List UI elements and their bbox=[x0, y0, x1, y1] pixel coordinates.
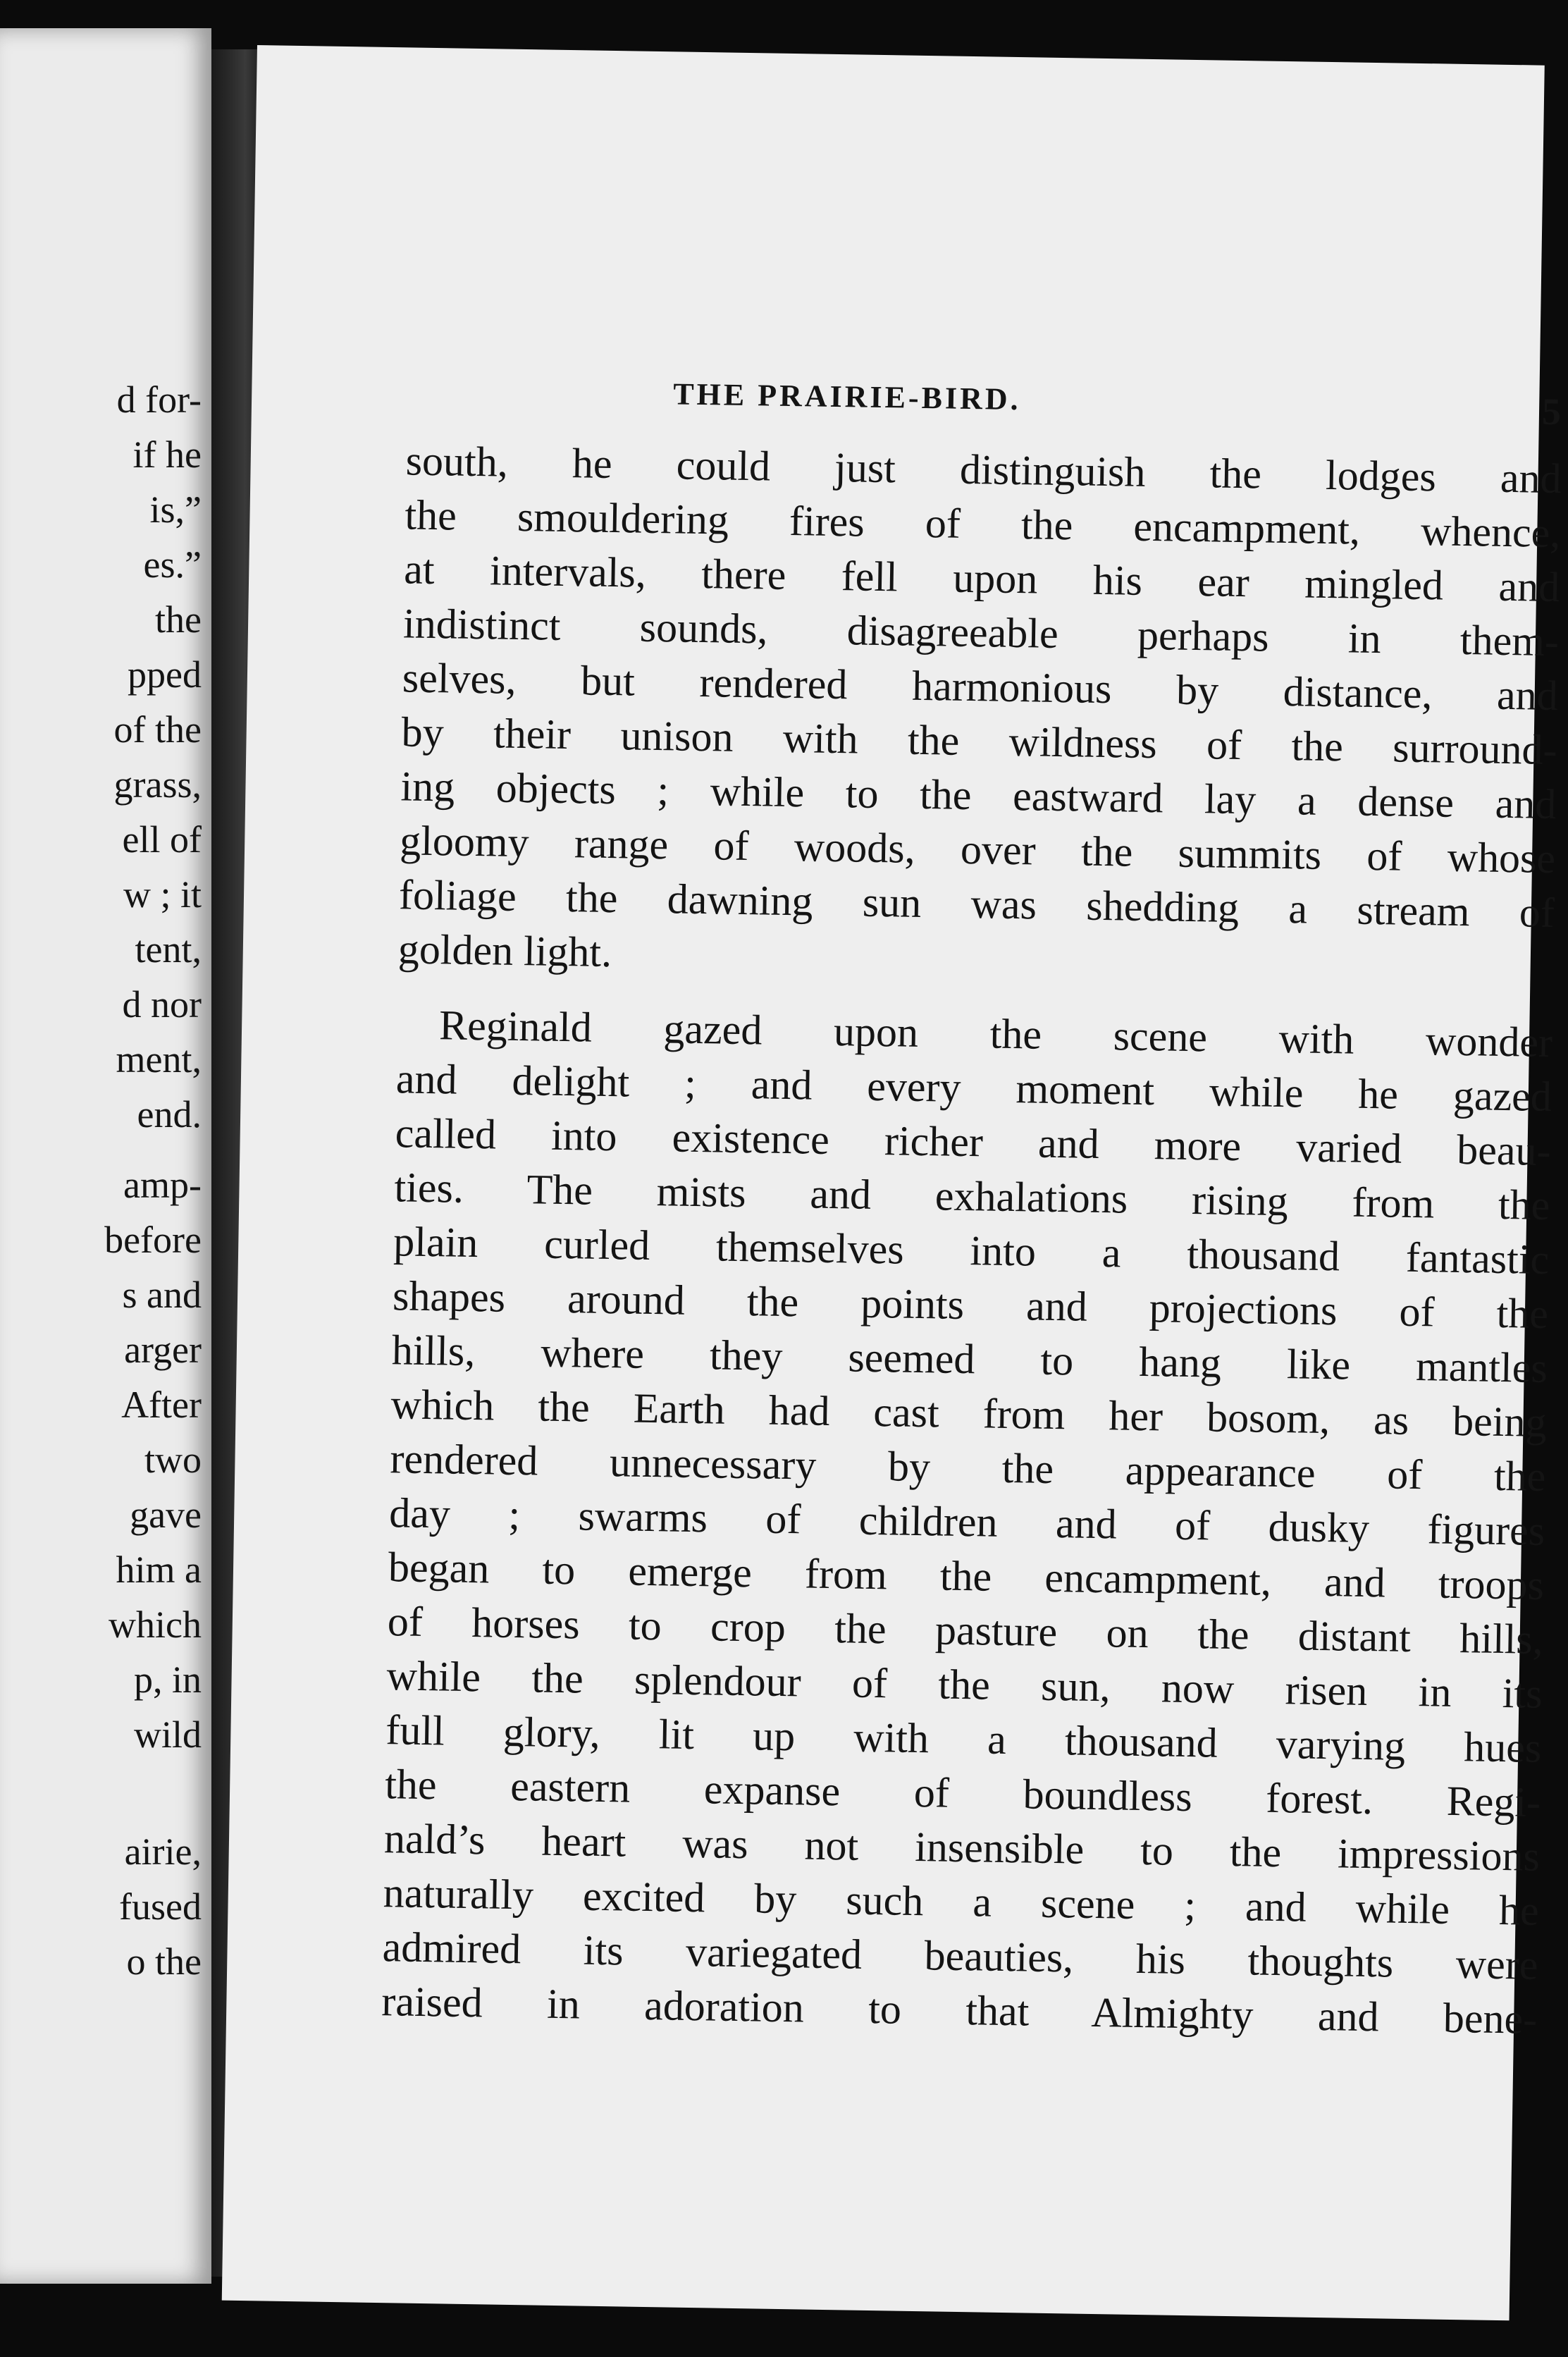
paragraph bbox=[397, 433, 1562, 995]
text-line: while the splendour of the sun, now risen in its bbox=[386, 1652, 1543, 1717]
left-page-fragment: if he bbox=[132, 433, 202, 476]
text-line: called into existence richer and more varied beau- bbox=[395, 1109, 1552, 1175]
paragraph bbox=[381, 997, 1553, 2047]
page-header bbox=[672, 376, 1561, 446]
text-line: at intervals, there fell upon his ear mingled and bbox=[403, 546, 1560, 611]
text-line: day ; swarms of children and of dusky figures bbox=[388, 1489, 1545, 1554]
left-page-fragment: wild bbox=[133, 1713, 202, 1756]
text-line: shapes around the points and projections of the bbox=[392, 1272, 1549, 1337]
text-line: foliage the dawning sun was shedding a stream of bbox=[398, 871, 1555, 937]
left-page-fragment: d nor bbox=[122, 983, 202, 1026]
left-page-fragment: After bbox=[121, 1384, 202, 1426]
left-page-fragment: w ; it bbox=[123, 873, 202, 916]
left-page-fragment: amp- bbox=[123, 1164, 202, 1206]
text-line: Reginald gazed upon the scene with wonder bbox=[438, 1002, 1553, 1066]
left-page-fragment: two bbox=[144, 1439, 202, 1481]
left-page-fragment: of the bbox=[113, 708, 202, 751]
left-page-fragment: grass, bbox=[113, 763, 202, 806]
text-line: golden light. bbox=[397, 925, 612, 976]
text-line: ing objects ; while to the eastward lay a dense and bbox=[400, 763, 1557, 828]
left-page-fragment: the bbox=[155, 598, 202, 641]
left-page-fragment: ment, bbox=[116, 1038, 202, 1081]
text-line: indistinct sounds, disagreeable perhaps in them- bbox=[402, 600, 1560, 665]
right-page bbox=[222, 45, 1562, 2320]
text-line: south, he could just distinguish the lodges and bbox=[405, 437, 1562, 503]
left-page-fragment: airie, bbox=[124, 1830, 202, 1873]
left-page-fragment: o the bbox=[126, 1940, 202, 1983]
text-line: nald’s heart was not insensible to the impressions bbox=[383, 1815, 1541, 1880]
text-line: hills, where they seemed to hang like mantles bbox=[391, 1327, 1548, 1391]
left-page-fragment: fused bbox=[119, 1885, 202, 1928]
left-page bbox=[0, 28, 211, 2284]
left-page-fragment: end. bbox=[137, 1093, 202, 1136]
text-line: rendered unnecessary by the appearance of the bbox=[390, 1435, 1546, 1500]
text-line: raised in adoration to that Almighty and bene- bbox=[381, 1978, 1538, 2043]
page-number: 5 bbox=[1541, 390, 1562, 433]
text-line: the eastern expanse of boundless forest. Regi- bbox=[384, 1761, 1541, 1826]
left-page-fragment: p, in bbox=[133, 1658, 202, 1701]
left-page-fragment: him a bbox=[116, 1549, 202, 1591]
body-text bbox=[381, 433, 1562, 2046]
text-line: naturally excited by such a scene ; and while he bbox=[383, 1869, 1540, 1934]
left-page-fragment: tent, bbox=[135, 928, 202, 971]
text-line: selves, but rendered harmonious by distance, and bbox=[402, 654, 1559, 720]
left-page-fragment: gave bbox=[130, 1494, 202, 1536]
text-line: plain curled themselves into a thousand fantastic bbox=[393, 1218, 1550, 1284]
text-line: and delight ; and every moment while he gazed bbox=[395, 1055, 1552, 1121]
left-page-fragment: es.” bbox=[143, 543, 202, 586]
text-line: ties. The mists and exhalations rising from the bbox=[394, 1164, 1550, 1229]
left-page-fragment: pped bbox=[128, 653, 202, 696]
text-line: admired its variegated beauties, his thoughts were bbox=[382, 1924, 1538, 1988]
text-line: the smouldering fires of the encampment, whence, bbox=[405, 491, 1561, 557]
running-title: THE PRAIRIE-BIRD. bbox=[672, 376, 1022, 417]
text-line: of horses to crop the pasture on the distant hills, bbox=[387, 1598, 1544, 1663]
text-line: began to emerge from the encampment, and troops bbox=[388, 1544, 1545, 1608]
left-page-fragment: arger bbox=[124, 1329, 202, 1371]
left-page-fragment: before bbox=[104, 1219, 202, 1261]
text-line: by their unison with the wildness of the surround- bbox=[401, 708, 1558, 774]
left-page-fragment: s and bbox=[122, 1274, 202, 1316]
text-line: full glory, lit up with a thousand varying hues bbox=[385, 1706, 1542, 1771]
left-page-fragment: which bbox=[109, 1604, 202, 1646]
left-page-fragment: d for- bbox=[116, 379, 202, 421]
text-line: which the Earth had cast from her bosom, as being bbox=[390, 1381, 1548, 1446]
left-page-fragment: is,” bbox=[149, 488, 202, 531]
text-line: gloomy range of woods, over the summits of whose bbox=[399, 817, 1556, 882]
left-page-fragment: ell of bbox=[122, 818, 202, 861]
